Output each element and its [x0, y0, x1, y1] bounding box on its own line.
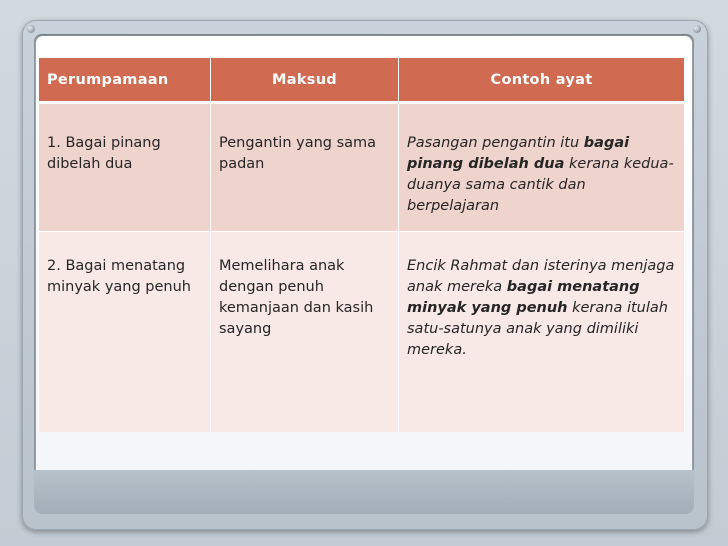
perumpamaan-table [38, 58, 685, 432]
cell-contoh-ayat [399, 232, 685, 433]
table-header-row [39, 58, 685, 103]
example-text: Encik Rahmat dan isterinya menjaga anak mereka [407, 258, 675, 295]
table-row [39, 232, 685, 433]
header-contoh-ayat: Contoh ayat [399, 58, 685, 103]
top-right-rivet-icon [693, 25, 701, 33]
header-maksud: Maksud [211, 58, 399, 103]
cell-perumpamaan: 1. Bagai pinang dibelah dua [39, 103, 211, 232]
cell-contoh-ayat [399, 103, 685, 232]
example-text: kerana itulah satu-satunya anak yang dimiliki mereka. [407, 300, 668, 358]
example-text: kerana kedua-duanya sama cantik dan berpelajaran [407, 156, 674, 214]
example-highlight: bagai pinang dibelah dua [407, 135, 630, 172]
cell-maksud: Memelihara anak dengan penuh kemanjaan dan kasih sayang [211, 232, 399, 433]
top-left-rivet-icon [27, 25, 35, 33]
header-perumpamaan: Perumpamaan [39, 58, 211, 103]
table-row [39, 103, 685, 232]
slide-footer-bar [34, 470, 694, 514]
cell-maksud: Pengantin yang sama padan [211, 103, 399, 232]
cell-perumpamaan: 2. Bagai menatang minyak yang penuh [39, 232, 211, 433]
example-highlight: bagai menatang minyak yang penuh [407, 279, 640, 316]
example-text: Pasangan pengantin itu [407, 135, 584, 151]
